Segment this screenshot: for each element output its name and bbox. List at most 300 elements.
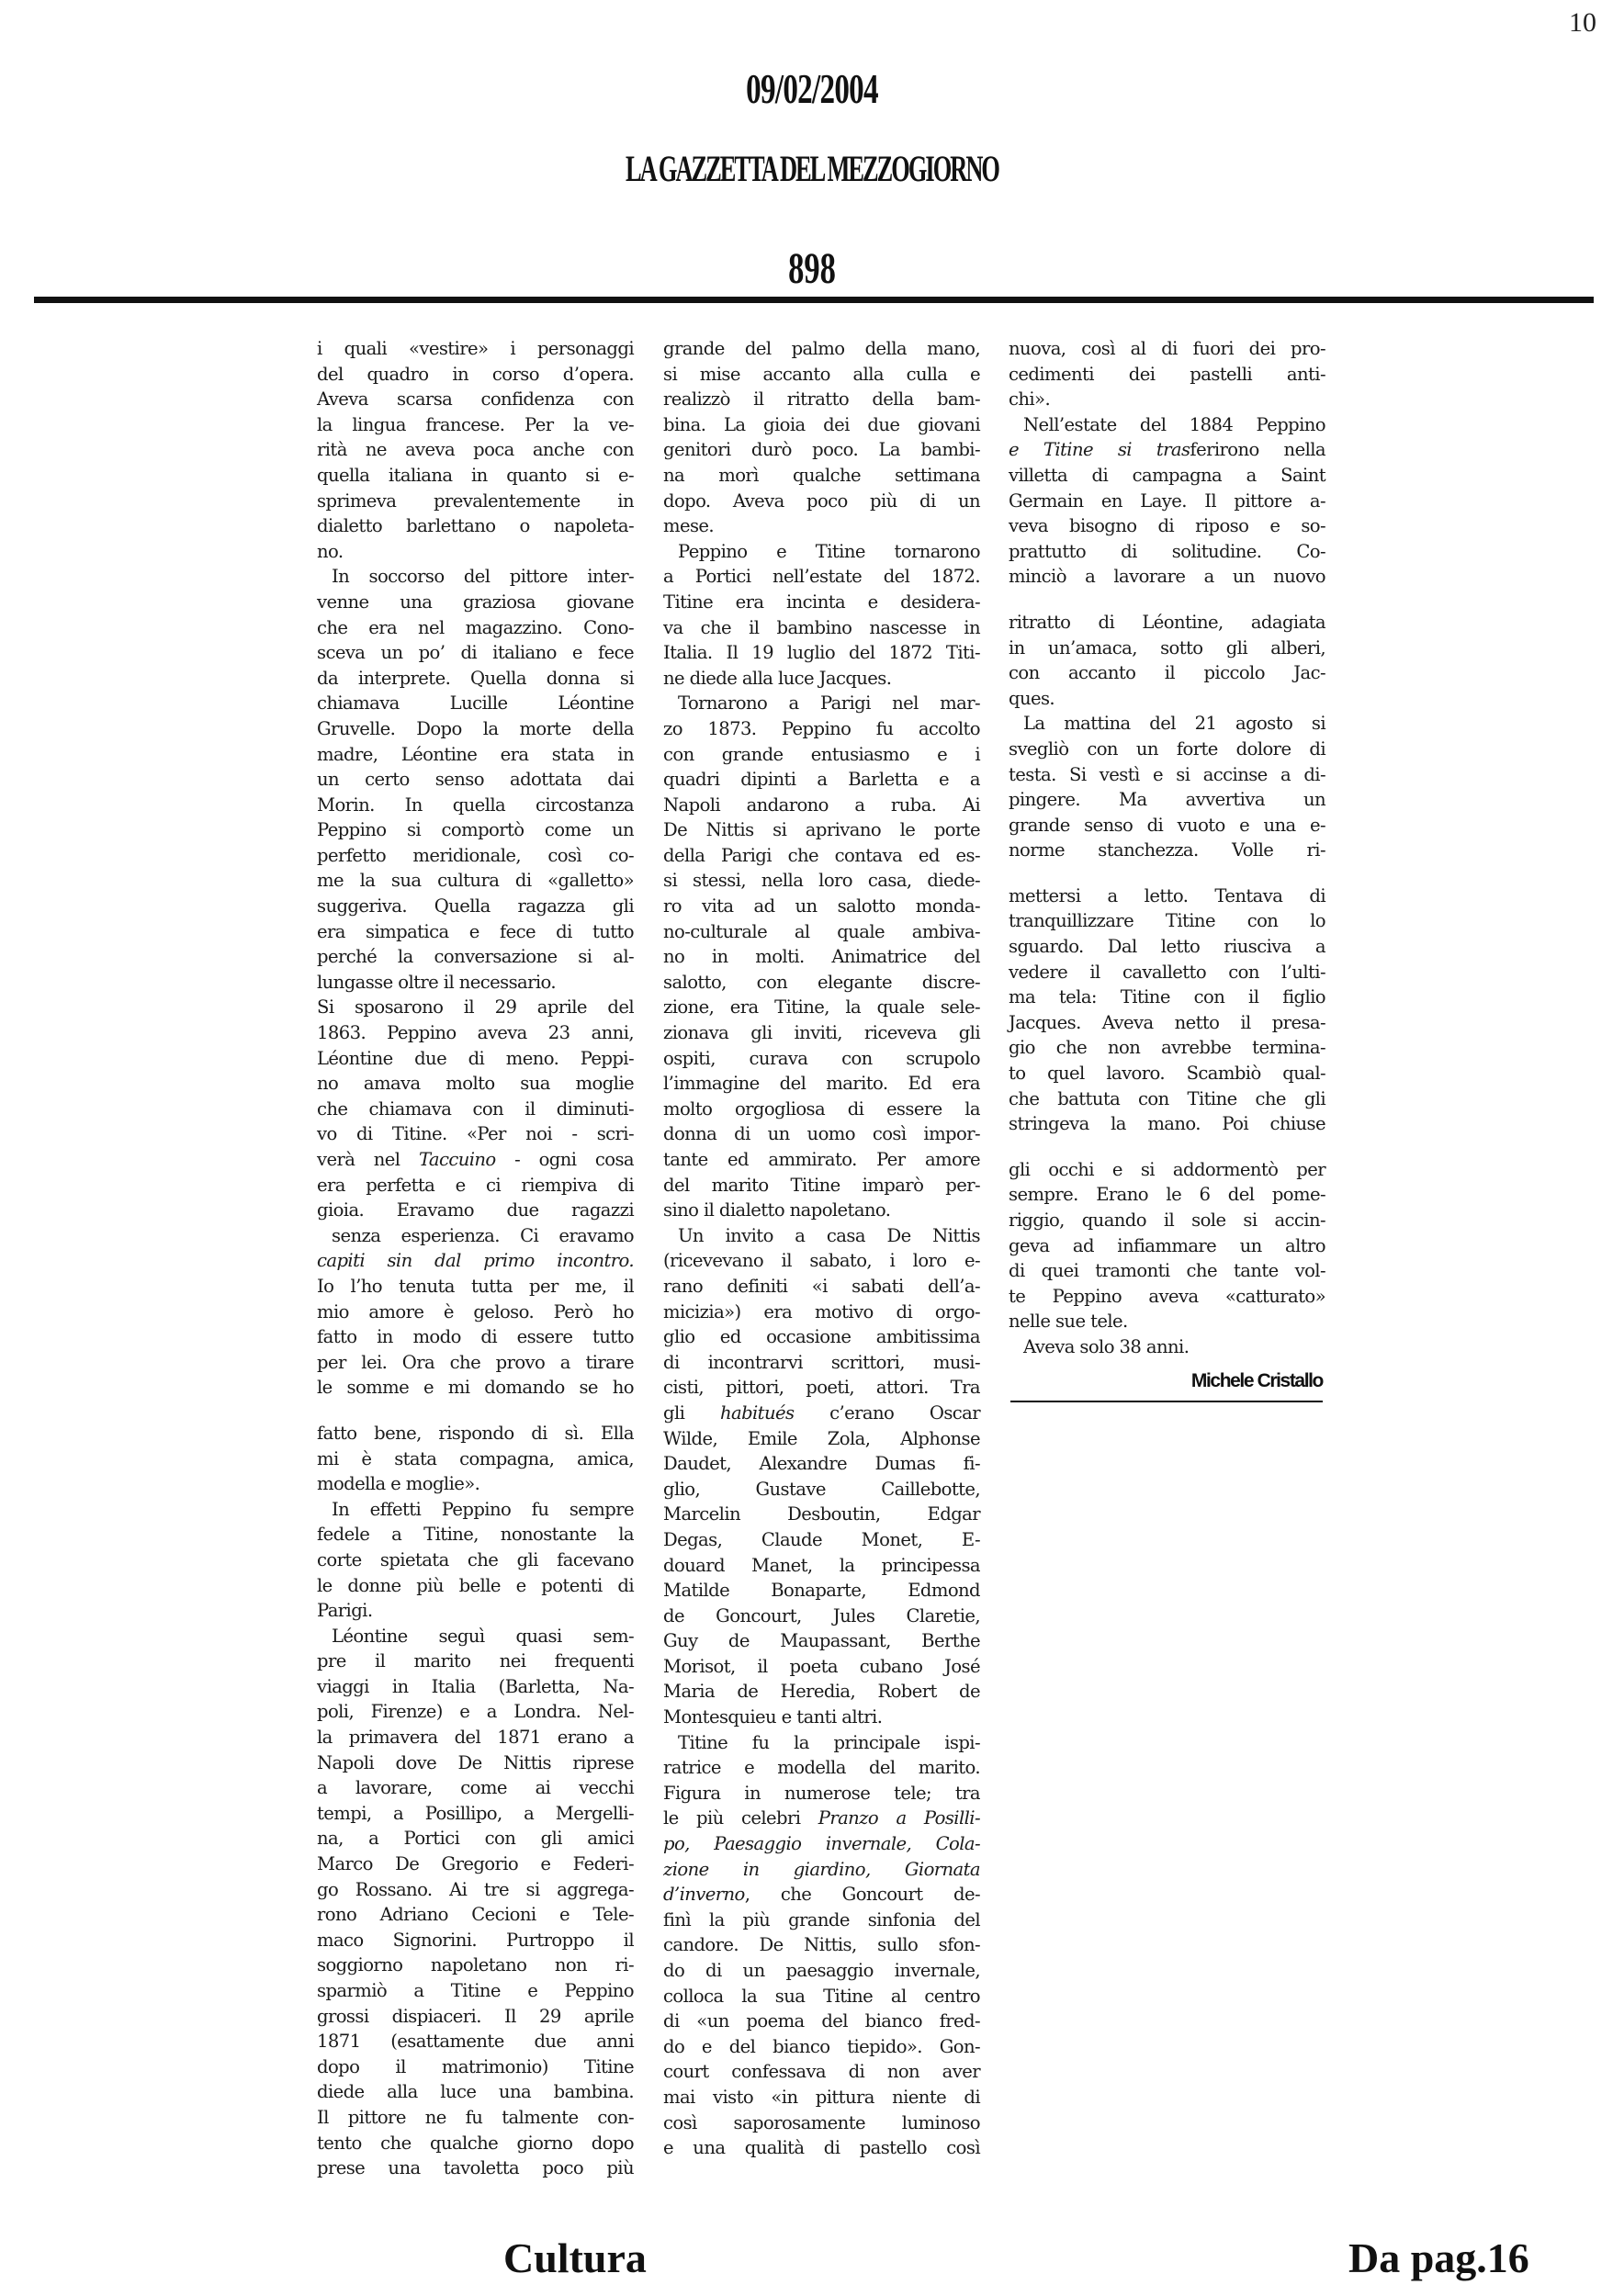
italic-text-run: zione in giardino, Giornata bbox=[663, 1858, 980, 1880]
text-line bbox=[317, 2079, 634, 2105]
text-line bbox=[317, 1725, 634, 1750]
text-line bbox=[663, 1654, 980, 1680]
text-line bbox=[663, 437, 980, 463]
text-line bbox=[317, 1953, 634, 1978]
text-run: dopo. Aveva poco più di un bbox=[663, 490, 980, 512]
text-line bbox=[663, 1147, 980, 1173]
text-run: da interprete. Quella donna si bbox=[317, 667, 634, 689]
text-line bbox=[663, 463, 980, 489]
text-line bbox=[317, 387, 634, 412]
text-line bbox=[317, 944, 634, 970]
publication-date: 09/02/2004 bbox=[746, 65, 878, 112]
text-run: era perfetta e ci riempiva di bbox=[317, 1174, 634, 1196]
text-line bbox=[317, 640, 634, 666]
text-run: pingere. Ma avvertiva un bbox=[1009, 789, 1325, 811]
text-line bbox=[663, 691, 980, 716]
text-run: Wilde, Emile Zola, Alphonse bbox=[663, 1427, 980, 1449]
text-run: prese una tavoletta poco più bbox=[317, 2157, 634, 2179]
text-run: micizia») era motivo di orgo- bbox=[663, 1300, 980, 1322]
text-run: perché la conversazione si al- bbox=[317, 946, 634, 968]
text-line bbox=[663, 1426, 980, 1452]
text-line bbox=[663, 995, 980, 1020]
text-run: fedele a Titine, nonostante la bbox=[317, 1524, 634, 1546]
italic-text-run: Taccuino bbox=[418, 1149, 496, 1170]
text-line bbox=[317, 843, 634, 869]
text-run: - ogni cosa bbox=[495, 1149, 634, 1170]
text-line bbox=[1009, 513, 1325, 539]
text-run: si mise accanto alla culla e bbox=[663, 363, 980, 385]
text-line bbox=[663, 1502, 980, 1527]
text-line bbox=[317, 716, 634, 742]
text-run: ratrice e modella del marito. bbox=[663, 1757, 980, 1779]
text-run: (ricevevano il sabato, i loro e- bbox=[663, 1250, 980, 1272]
text-run: grossi dispiaceri. Il 29 aprile bbox=[317, 2005, 634, 2027]
text-line bbox=[1009, 660, 1325, 686]
text-line bbox=[663, 1984, 980, 2009]
text-line bbox=[663, 1477, 980, 1503]
text-line bbox=[317, 919, 634, 945]
text-run: corte spietata che gli facevano bbox=[317, 1548, 634, 1570]
text-run: De Nittis si aprivano le porte bbox=[663, 819, 980, 841]
text-run: prattutto di solitudine. Co- bbox=[1009, 540, 1325, 562]
text-run: verà nel bbox=[317, 1149, 419, 1170]
text-run: genitori durò poco. La bambi- bbox=[663, 439, 980, 461]
issue-number: 898 bbox=[788, 244, 836, 293]
text-line bbox=[663, 843, 980, 869]
text-run: ques. bbox=[1009, 687, 1055, 709]
text-run: zionava gli inviti, riceveva gli bbox=[663, 1022, 980, 1044]
text-run: sprimeva prevalentemente in bbox=[317, 490, 634, 512]
text-line bbox=[317, 817, 634, 843]
text-line bbox=[663, 1223, 980, 1249]
text-run: Titine era incinta e desidera- bbox=[663, 591, 980, 613]
text-line bbox=[663, 336, 980, 362]
text-run: no in molti. Animatrice del bbox=[663, 946, 980, 968]
text-run: no-culturale al quale ambiva- bbox=[663, 920, 980, 942]
text-line bbox=[317, 1020, 634, 1046]
text-run: poli, Firenze) e a Londra. Nel- bbox=[317, 1701, 634, 1723]
text-line bbox=[317, 1674, 634, 1700]
text-run: la primavera del 1871 erano a bbox=[317, 1727, 634, 1749]
text-line bbox=[317, 2004, 634, 2030]
text-line bbox=[663, 767, 980, 793]
text-line bbox=[1009, 711, 1325, 737]
text-line bbox=[1009, 1309, 1325, 1334]
text-run: a lavorare, come ai vecchi bbox=[317, 1777, 634, 1799]
text-line bbox=[317, 1421, 634, 1446]
text-line bbox=[317, 1649, 634, 1674]
text-line bbox=[317, 564, 634, 590]
text-run: gio che non avrebbe termina- bbox=[1009, 1037, 1325, 1059]
text-run: con accanto il piccolo Jac- bbox=[1009, 662, 1325, 684]
text-run: In effetti Peppino fu sempre bbox=[332, 1498, 634, 1520]
text-line bbox=[317, 489, 634, 514]
text-run: Aveva scarsa confidenza con bbox=[317, 388, 634, 411]
text-run: ro vita ad un salotto monda- bbox=[663, 895, 980, 917]
text-run: sparmiò a Titine e Peppino bbox=[317, 1980, 634, 2001]
text-line bbox=[663, 1932, 980, 1958]
text-run: testa. Si vestì e si accinse a di- bbox=[1009, 763, 1325, 785]
text-line bbox=[317, 1497, 634, 1523]
text-run: Daudet, Alexandre Dumas fi- bbox=[663, 1453, 980, 1475]
text-run: va che il bambino nascesse in bbox=[663, 616, 980, 638]
section-label: Cultura bbox=[503, 2234, 647, 2281]
text-run: mese. bbox=[663, 515, 715, 537]
text-line bbox=[663, 1300, 980, 1325]
text-line bbox=[317, 691, 634, 716]
text-line bbox=[317, 742, 634, 768]
text-run: Napoli dove De Nittis riprese bbox=[317, 1751, 634, 1773]
text-run: che era nel magazzino. Cono- bbox=[317, 616, 634, 638]
text-run: Io l’ho tenuta tutta per me, il bbox=[317, 1275, 634, 1297]
text-run: sguardo. Dal letto riusciva a bbox=[1009, 936, 1325, 958]
text-run: do di un paesaggio invernale, bbox=[663, 1960, 980, 1981]
text-line bbox=[317, 1573, 634, 1599]
text-run: minciò a lavorare a un nuovo bbox=[1009, 566, 1325, 588]
text-line bbox=[317, 1598, 634, 1624]
text-line bbox=[1009, 1111, 1325, 1137]
column-gap bbox=[1009, 1137, 1325, 1157]
text-run: pre il marito nei frequenti bbox=[317, 1650, 634, 1672]
text-run: quadri dipinti a Barletta e a bbox=[663, 769, 980, 791]
text-run: Figura in numerose tele; tra bbox=[663, 1782, 980, 1804]
text-line bbox=[663, 1198, 980, 1223]
text-run: del marito Titine imparò per- bbox=[663, 1174, 980, 1196]
text-line bbox=[1009, 1208, 1325, 1233]
text-run: Léontine due di meno. Peppi- bbox=[317, 1047, 634, 1069]
text-line bbox=[663, 1097, 980, 1122]
text-line bbox=[663, 1350, 980, 1376]
text-line bbox=[1009, 985, 1325, 1010]
text-run: rano definiti «i sabati dell’a- bbox=[663, 1275, 980, 1297]
text-line bbox=[663, 1781, 980, 1806]
text-line bbox=[663, 2009, 980, 2034]
text-run: no amava molto sua moglie bbox=[317, 1073, 634, 1095]
text-line bbox=[317, 666, 634, 692]
text-run: rono Adriano Cecioni e Tele- bbox=[317, 1904, 634, 1926]
text-run: Gruvelle. Dopo la morte della bbox=[317, 717, 634, 739]
text-run: Morisot, il poeta cubano José bbox=[663, 1655, 980, 1677]
text-line bbox=[1009, 960, 1325, 985]
text-line bbox=[663, 919, 980, 945]
text-run: 1871 (esattamente due anni bbox=[317, 2031, 634, 2053]
text-run: i quali «vestire» i personaggi bbox=[317, 338, 634, 359]
text-line bbox=[317, 1198, 634, 1223]
text-run: della Parigi che contava ed es- bbox=[663, 844, 980, 866]
text-run: venne una graziosa giovane bbox=[317, 591, 634, 613]
text-run: ma tela: Titine con il figlio bbox=[1009, 986, 1325, 1008]
text-line bbox=[1009, 838, 1325, 863]
text-run: norme stanchezza. Volle ri- bbox=[1009, 839, 1325, 861]
author-byline: Michele Cristallo bbox=[1190, 1370, 1323, 1391]
text-line bbox=[1009, 489, 1325, 514]
text-run: Morin. In quella circostanza bbox=[317, 793, 634, 816]
text-run: colloca la sua Titine al centro bbox=[663, 1985, 980, 2007]
text-run: me la sua cultura di «galletto» bbox=[317, 870, 634, 892]
article-column-2 bbox=[663, 336, 980, 2161]
text-line bbox=[317, 1826, 634, 1851]
text-line bbox=[317, 1548, 634, 1573]
text-run: ferirono nella bbox=[1190, 439, 1325, 461]
text-line bbox=[317, 868, 634, 894]
text-run: geva ad infiammare un altro bbox=[1009, 1234, 1325, 1256]
text-run: lungasse oltre il necessario. bbox=[317, 971, 557, 993]
text-line bbox=[663, 894, 980, 919]
text-run: sino il dialetto napoletano. bbox=[663, 1199, 891, 1221]
text-run: diede alla luce una bambina. bbox=[317, 2081, 634, 2103]
text-run: che battuta con Titine che gli bbox=[1009, 1087, 1325, 1109]
text-line bbox=[317, 995, 634, 1020]
text-run: na morì qualche settimana bbox=[663, 464, 980, 486]
text-run: Tornarono a Parigi nel mar- bbox=[678, 692, 980, 715]
text-line bbox=[1009, 884, 1325, 909]
text-line bbox=[317, 2029, 634, 2054]
text-line bbox=[663, 1274, 980, 1300]
text-run: a Portici nell’estate del 1872. bbox=[663, 566, 980, 588]
text-run: stringeva la mano. Poi chiuse bbox=[1009, 1113, 1325, 1135]
text-line bbox=[663, 1451, 980, 1477]
text-line bbox=[317, 1471, 634, 1497]
text-run: sempre. Erano le 6 del pome- bbox=[1009, 1184, 1325, 1206]
text-line bbox=[317, 1324, 634, 1350]
italic-text-run: capiti sin dal primo incontro. bbox=[317, 1250, 634, 1272]
text-line bbox=[663, 666, 980, 692]
text-line bbox=[317, 1223, 634, 1249]
text-run: nuova, così al di fuori dei pro- bbox=[1009, 338, 1325, 359]
text-line bbox=[1009, 908, 1325, 934]
text-line bbox=[663, 489, 980, 514]
text-run: con grande entusiasmo e i bbox=[663, 743, 980, 765]
text-line bbox=[317, 362, 634, 388]
text-run: di incontrarvi scrittori, musi- bbox=[663, 1351, 980, 1373]
text-line bbox=[663, 1324, 980, 1350]
column-gap bbox=[1009, 590, 1325, 610]
text-line bbox=[663, 2135, 980, 2161]
text-line bbox=[317, 539, 634, 565]
text-line bbox=[317, 1522, 634, 1548]
text-run: mi è stata compagna, amica, bbox=[317, 1447, 634, 1469]
text-run: Si sposarono il 29 aprile del bbox=[317, 996, 634, 1019]
text-run: go Rossano. Ai tre si aggrega- bbox=[317, 1878, 634, 1900]
text-line bbox=[663, 1248, 980, 1274]
text-line bbox=[663, 1730, 980, 1756]
text-run: fatto in modo di essere tutto bbox=[317, 1326, 634, 1348]
article-column-1 bbox=[317, 336, 634, 2181]
column-gap bbox=[317, 1401, 634, 1421]
text-line bbox=[663, 716, 980, 742]
text-run: in un’amaca, sotto gli alberi, bbox=[1009, 636, 1325, 658]
text-line bbox=[663, 2034, 980, 2060]
text-run: molto orgogliosa di essere la bbox=[663, 1097, 980, 1120]
text-run: Italia. Il 19 luglio del 1872 Titi- bbox=[663, 642, 980, 664]
text-line bbox=[663, 590, 980, 615]
text-line bbox=[663, 539, 980, 565]
text-line bbox=[663, 2085, 980, 2110]
text-run: perfetto meridionale, così co- bbox=[317, 844, 634, 866]
text-run: rità ne aveva poca anche con bbox=[317, 439, 634, 461]
text-line bbox=[663, 1958, 980, 1984]
italic-text-run: e Titine si tras bbox=[1009, 439, 1190, 461]
text-line bbox=[1009, 737, 1325, 762]
text-line bbox=[1009, 1035, 1325, 1061]
text-line bbox=[1009, 1010, 1325, 1036]
text-line bbox=[663, 2110, 980, 2136]
text-line bbox=[317, 1046, 634, 1072]
text-line bbox=[1009, 636, 1325, 661]
text-line bbox=[317, 1248, 634, 1274]
header-rule bbox=[34, 297, 1594, 303]
text-line bbox=[663, 793, 980, 818]
text-run: villetta di campagna a Saint bbox=[1009, 464, 1325, 486]
text-run: che chiamava con il diminuti- bbox=[317, 1097, 634, 1120]
text-line bbox=[663, 640, 980, 666]
text-line bbox=[663, 2059, 980, 2085]
text-run: le più celebri bbox=[663, 1807, 818, 1829]
text-run: grande del palmo della mano, bbox=[663, 338, 980, 359]
text-line bbox=[663, 1882, 980, 1908]
text-line bbox=[663, 970, 980, 996]
text-run: sceva un po’ di italiano e fece bbox=[317, 642, 634, 664]
text-line bbox=[317, 1375, 634, 1401]
text-run: un certo senso adottata dai bbox=[317, 769, 634, 791]
text-line bbox=[317, 336, 634, 362]
text-line bbox=[663, 1628, 980, 1654]
text-line bbox=[663, 1604, 980, 1629]
text-run: mio amore è geloso. Però ho bbox=[317, 1300, 634, 1322]
column-gap bbox=[1009, 863, 1325, 884]
text-run: si stessi, nella loro casa, diede- bbox=[663, 870, 980, 892]
text-run: senza esperienza. Ci eravamo bbox=[332, 1224, 634, 1246]
text-run: tante ed ammirato. Per amore bbox=[663, 1149, 980, 1170]
text-run: , che Goncourt de- bbox=[744, 1884, 980, 1906]
text-line bbox=[317, 1775, 634, 1801]
text-run: soggiorno napoletano non ri- bbox=[317, 1954, 634, 1976]
text-line bbox=[1009, 463, 1325, 489]
text-run: madre, Léontine era stata in bbox=[317, 743, 634, 765]
text-line bbox=[1009, 1182, 1325, 1208]
text-line bbox=[663, 1831, 980, 1857]
text-line bbox=[317, 590, 634, 615]
text-line bbox=[663, 1401, 980, 1426]
italic-text-run: Pranzo a Posilli- bbox=[818, 1807, 980, 1829]
text-line bbox=[317, 412, 634, 438]
text-run: Jacques. Aveva netto il presa- bbox=[1009, 1011, 1325, 1033]
text-line bbox=[317, 1877, 634, 1903]
text-run: gli occhi e si addormentò per bbox=[1009, 1158, 1325, 1180]
text-run: del quadro in corso d’opera. bbox=[317, 363, 634, 385]
newspaper-title: LA GAZZETTA DEL MEZZOGIORNO bbox=[626, 148, 998, 189]
text-line bbox=[663, 412, 980, 438]
text-line bbox=[1009, 1086, 1325, 1112]
text-run: dialetto barlettano o napoleta- bbox=[317, 515, 634, 537]
text-line bbox=[663, 868, 980, 894]
text-line bbox=[1009, 437, 1325, 463]
text-run: maco Signorini. Purtroppo il bbox=[317, 1929, 634, 1951]
text-line bbox=[663, 1578, 980, 1604]
text-run: Titine fu la principale ispi- bbox=[678, 1731, 980, 1753]
text-run: quella italiana in quanto si e- bbox=[317, 464, 634, 486]
continued-from-label: Da pag.16 bbox=[1348, 2234, 1529, 2281]
text-run: glio ed occasione ambitissima bbox=[663, 1326, 980, 1348]
text-line bbox=[1009, 813, 1325, 838]
text-run: c’erano Oscar bbox=[794, 1401, 980, 1424]
text-line bbox=[1009, 539, 1325, 565]
text-run: realizzò il ritratto della bam- bbox=[663, 388, 980, 411]
text-line bbox=[317, 1446, 634, 1472]
text-run: chi». bbox=[1009, 388, 1051, 411]
text-line bbox=[663, 1071, 980, 1097]
italic-text-run: habitués bbox=[719, 1401, 795, 1424]
text-run: Marco De Gregorio e Federi- bbox=[317, 1853, 634, 1875]
text-run: Degas, Claude Monet, E- bbox=[663, 1528, 980, 1550]
text-line bbox=[663, 817, 980, 843]
text-line bbox=[317, 894, 634, 919]
text-line bbox=[1009, 1061, 1325, 1086]
text-line bbox=[317, 2054, 634, 2080]
text-line bbox=[317, 1699, 634, 1725]
text-line bbox=[1009, 787, 1325, 813]
text-line bbox=[317, 767, 634, 793]
text-line bbox=[1009, 412, 1325, 438]
text-run: di quei tramonti che tante vol- bbox=[1009, 1260, 1325, 1282]
text-run: zo 1873. Peppino fu accolto bbox=[663, 717, 980, 739]
text-line bbox=[317, 1902, 634, 1928]
text-line bbox=[1009, 362, 1325, 388]
text-run: veva bisogno di riposo e so- bbox=[1009, 515, 1325, 537]
text-run: ospiti, curava con scrupolo bbox=[663, 1047, 980, 1069]
text-run: tento che qualche giorno dopo bbox=[317, 2132, 634, 2154]
text-line bbox=[663, 1755, 980, 1781]
text-line bbox=[663, 1121, 980, 1147]
text-line bbox=[663, 1020, 980, 1046]
text-run: do e del bianco tiepido». Gon- bbox=[663, 2035, 980, 2057]
text-line bbox=[317, 1978, 634, 2004]
text-run: vo di Titine. «Per noi - scri- bbox=[317, 1123, 634, 1145]
text-run: per lei. Ora che provo a tirare bbox=[317, 1351, 634, 1373]
text-line bbox=[317, 1801, 634, 1827]
text-line bbox=[1009, 387, 1325, 412]
byline-rule bbox=[1010, 1401, 1323, 1402]
text-line bbox=[663, 513, 980, 539]
text-run: bina. La gioia dei due giovani bbox=[663, 413, 980, 435]
text-line bbox=[317, 1121, 634, 1147]
text-run: court confessava di non aver bbox=[663, 2061, 980, 2083]
text-run: cedimenti dei pastelli anti- bbox=[1009, 363, 1325, 385]
text-run: nelle sue tele. bbox=[1009, 1311, 1128, 1333]
text-line bbox=[663, 1527, 980, 1553]
italic-text-run: d’inverno bbox=[663, 1884, 745, 1906]
text-run: vedere il cavalletto con l’ulti- bbox=[1009, 961, 1325, 983]
text-line bbox=[317, 513, 634, 539]
text-run: suggeriva. Quella ragazza gli bbox=[317, 895, 634, 917]
page-number: 10 bbox=[1569, 7, 1596, 38]
text-run: l’immagine del marito. Ed era bbox=[663, 1073, 980, 1095]
text-line bbox=[1009, 564, 1325, 590]
text-line bbox=[663, 742, 980, 768]
text-line bbox=[317, 1173, 634, 1199]
text-run: di «un poema del bianco fred- bbox=[663, 2010, 980, 2032]
text-run: grande senso di vuoto e una e- bbox=[1009, 814, 1325, 836]
article-column-3 bbox=[1009, 336, 1325, 1360]
text-run: Un invito a casa De Nittis bbox=[678, 1224, 980, 1246]
text-line bbox=[317, 463, 634, 489]
text-line bbox=[663, 1553, 980, 1579]
text-run: finì la più grande sinfonia del bbox=[663, 1908, 980, 1930]
text-run: le donne più belle e potenti di bbox=[317, 1574, 634, 1596]
text-line bbox=[317, 1274, 634, 1300]
text-line bbox=[1009, 1334, 1325, 1360]
text-run: La mattina del 21 agosto si bbox=[1023, 713, 1325, 735]
